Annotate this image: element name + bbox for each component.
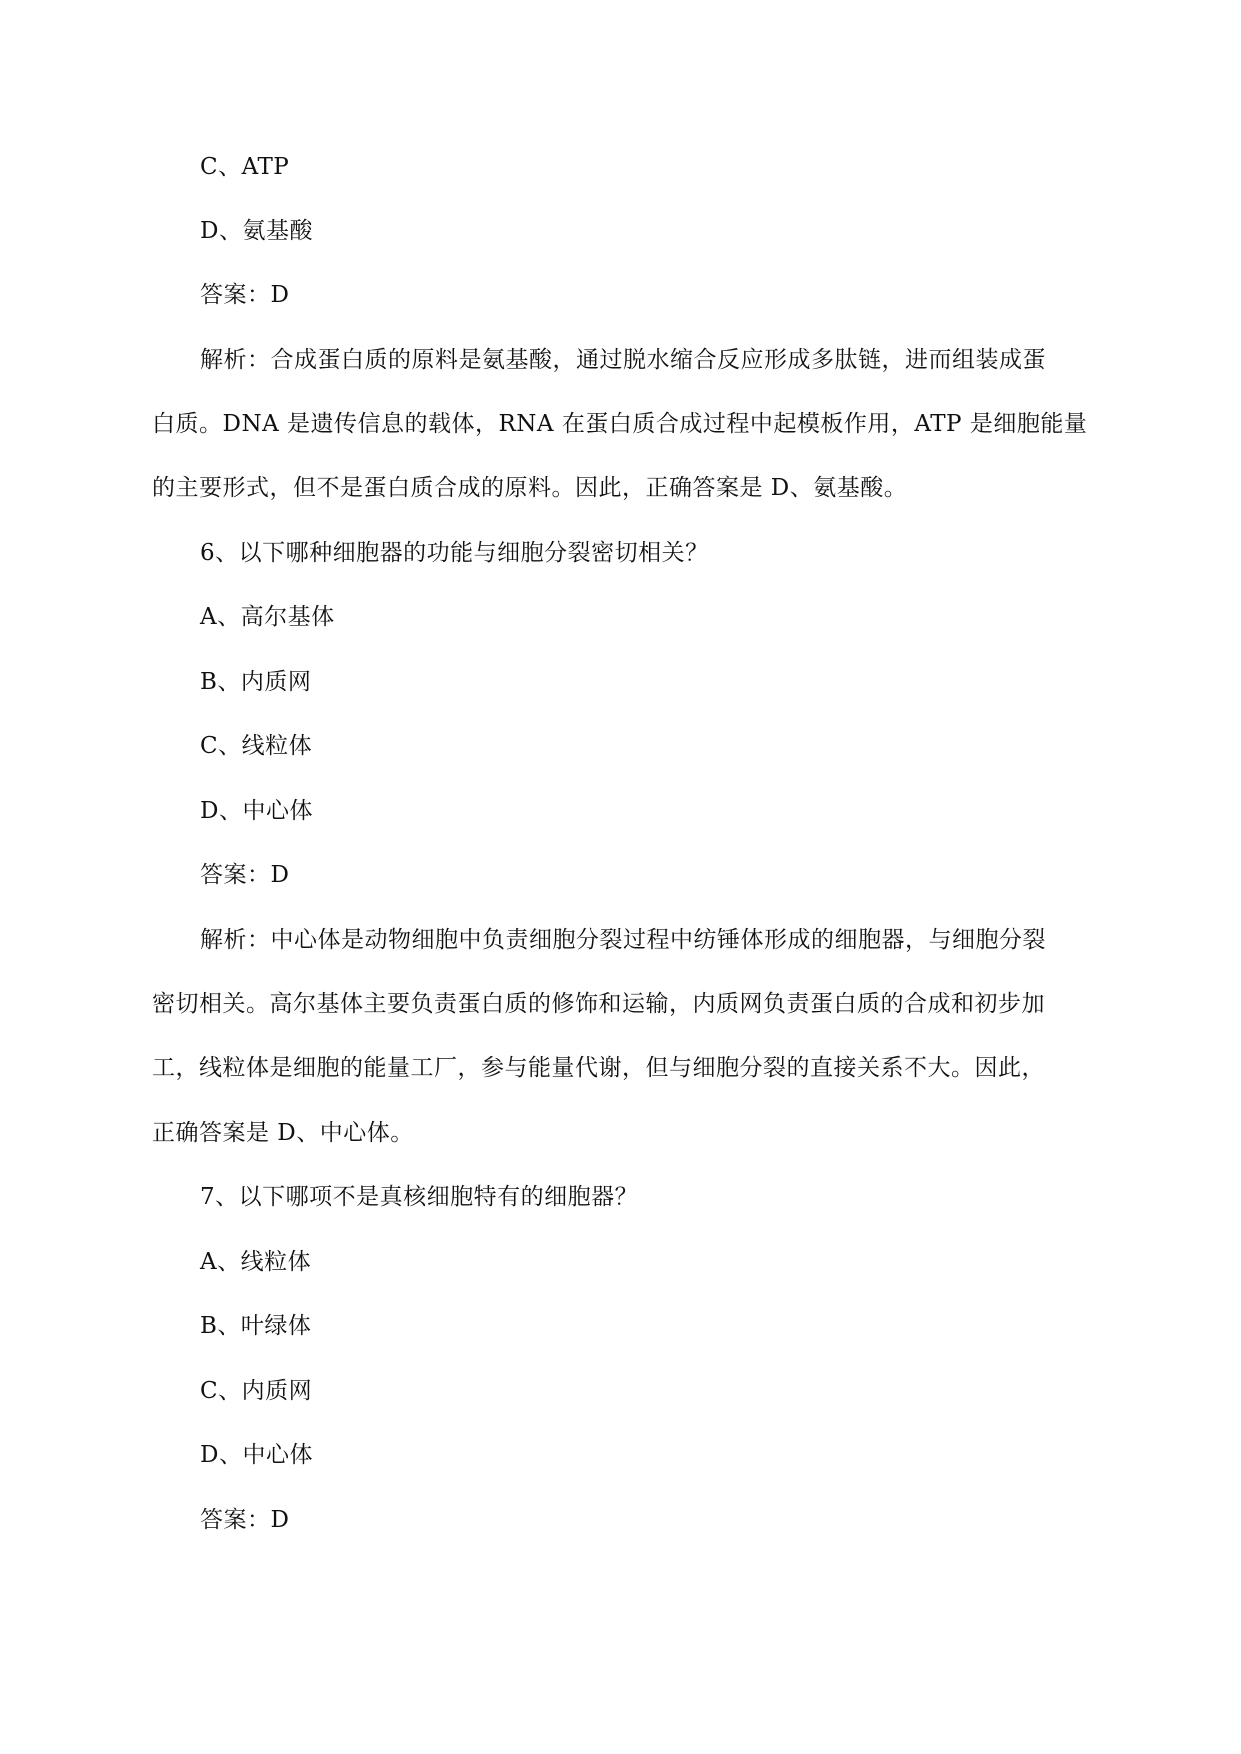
q5-option-c: C、ATP [200, 154, 290, 180]
q6-analysis-line-2: 密切相关。高尔基体主要负责蛋白质的修饰和运输，内质网负责蛋白质的合成和初步加 [152, 991, 1045, 1017]
q5-analysis-line-3: 的主要形式，但不是蛋白质合成的原料。因此，正确答案是 D、氨基酸。 [152, 475, 908, 501]
q6-analysis-line-4: 正确答案是 D、中心体。 [152, 1120, 414, 1146]
q6-option-c: C、线粒体 [200, 733, 313, 759]
q6-question: 6、以下哪种细胞器的功能与细胞分裂密切相关？ [200, 540, 709, 566]
q6-option-d: D、中心体 [200, 798, 313, 824]
q7-answer: 答案：D [200, 1507, 290, 1533]
q6-analysis-line-3: 工，线粒体是细胞的能量工厂，参与能量代谢，但与细胞分裂的直接关系不大。因此， [152, 1055, 1045, 1081]
q7-option-c: C、内质网 [200, 1378, 313, 1404]
q5-answer: 答案：D [200, 282, 290, 308]
q6-option-b: B、内质网 [200, 669, 312, 695]
q5-analysis-line-1: 解析：合成蛋白质的原料是氨基酸，通过脱水缩合反应形成多肽链，进而组装成蛋 [200, 347, 1046, 373]
q6-analysis-line-1: 解析：中心体是动物细胞中负责细胞分裂过程中纺锤体形成的细胞器，与细胞分裂 [200, 927, 1046, 953]
q7-option-a: A、线粒体 [200, 1249, 312, 1275]
q7-option-b: B、叶绿体 [200, 1313, 312, 1339]
q7-question: 7、以下哪项不是真核细胞特有的细胞器？ [200, 1184, 639, 1210]
q5-analysis-line-2: 白质。DNA 是遗传信息的载体，RNA 在蛋白质合成过程中起模板作用，ATP 是细胞能量 [152, 411, 1088, 437]
q5-option-d: D、氨基酸 [200, 218, 313, 244]
q6-answer: 答案：D [200, 862, 290, 888]
q6-option-a: A、高尔基体 [200, 604, 335, 630]
q7-option-d: D、中心体 [200, 1442, 313, 1468]
